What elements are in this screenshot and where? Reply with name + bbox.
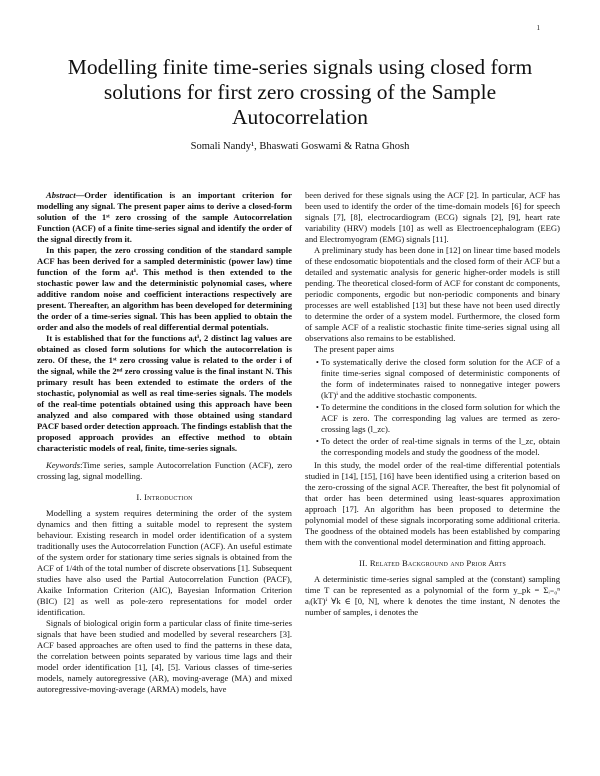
section-heading-introduction: I. Introduction [136,492,193,502]
right-column [305,190,560,618]
abstract-paragraph-3: It is established that for the functions aᵢtⁱ, 2 distinct lag values are obtained as closed form solutions for which the autocorrelation is zero. Of these, the 1ˢᵗ zero crossing value is related to the order i of the signal, while the 2ⁿᵈ zero crossing value is the final instant N. This primary result has been extended to estimate the orders of the stochastic, polynomial as well as real time-series signals. The models of the real-time potentials obtained using this approach have been analyzed and also compared with those obtained using standard PACF based order detection approach. The findings establish that the proposed approach provides an effective method to obtain characteristic models of real, finite, time-series signals. [37,333,292,453]
aims-lead: The present paper aims [314,344,394,354]
intro-paragraph-2: Signals of biological origin form a particular class of finite time-series signals that have been studied and modelled by several researchers [3]. ACF based approaches are often used to find the patterns in these data, the correlation between points separated by various time lags and their model order identification [1], [4], [5]. Various classes of time-series models, namely autoregressive (AR), moving-average (MA) and mixed autoregressive-moving-average (ARMA) models, have [37,618,292,694]
page-number: 1 [536,24,540,32]
aims-list [305,357,560,458]
left-column [37,190,292,695]
intro-paragraph-5: In this study, the model order of the real-time differential potentials studied in [14], [15], [16] have been identified using a criterion based on the zero-crossing of the signal ACF. Thereafter, the best fit polynomial of that order has been determined using least-squares approximation approach [17]. An algorithm has been proposed to determine the polynomial model of these signals incorporating some additional criteria. The goodness of the obtained models has been established by comparing them with the conventional model determination and fitting approach. [305,460,560,547]
aims-list-item: • To detect the order of real-time signals in terms of the l_zc, obtain the corresponding models and study the goodness of the model. [321,436,560,458]
section-heading-related: II. Related Background and Prior Arts [359,558,506,568]
abstract-label: Abstract [46,190,76,200]
intro-paragraph-1: Modelling a system requires determining the order of the system dynamics and then fitting a suitable model to represent the system behaviour. Existing research in model order identification of a system traditionally uses the Autocorrelation Function (ACF). An useful estimate of the system order for stationary time series signals is obtained from the ACF of 1/4th of the total number of discrete observations [1]. Subsequent studies have also used the Partial Autocorrelation Function (PACF), Akaike Information Criterion (AIC), Bayesian Information Criterion (BIC) [2] as well as pole-zero representations for model order identification. [37,508,292,617]
paper-title: Modelling finite time-series signals using closed form solutions for first zero crossing of the Sample Autocorrelation [67,55,533,129]
intro-paragraph-3: been derived for these signals using the ACF [2]. In particular, ACF has been used to identify the order of the time-domain models [6] for speech signals [7], [8], electrocardiogram (ECG) signals [2], [9], heart rate variability (HRV) models [10] as well as Electroencephalogram (EEG) and Electromyogram (EMG) signals [11]. [305,190,560,244]
intro-paragraph-4: A preliminary study has been done in [12] on linear time based models of these endosomatic biopotentials and the closed form of their ACF but a detailed and systematic analysis for generic higher-order models is still pending. The theoretical closed-form of ACF for constant dc components, periodic components, ergodic but non-periodic components and binary processes are well established [13] but these have not been used directly to determine the order of a system model. Furthermore, the closed form of sample ACF of a realistic stochastic finite time-series signal using all observations also remains to be established. [305,245,560,343]
abstract-paragraph [37,190,292,245]
related-paragraph-1: A deterministic time-series signal sampled at the (constant) sampling time T can be represented as a polynomial of the form y_pk = Σᵢ₌₀ⁿ aᵢ(kT)ⁱ ∀k ∈ [0, N], where k denotes the time instant, N denotes the number of samples, i denotes the [305,574,560,617]
aims-list-item: • To systematically derive the closed form solution for the ACF of a finite time-series signal composed of deterministic components of the form of indeterminates raised to nonnegative integer powers (kT)ⁱ and the additive stochastic components. [321,357,560,401]
author-list: Somali Nandy¹, Bhaswati Goswami & Ratna Ghosh [190,141,410,152]
keywords [37,460,292,482]
abstract-text: —Order identification is an important criterion for modelling any signal. The present paper aims to derive a closed-form solution of the 1ˢᵗ zero crossing of the sample Autocorrelation Function (ACF) of a finite time-series signal and identify the order of the signal directly from it. [37,190,292,244]
keywords-text: :Time series, sample Autocorrelation Function (ACF), zero crossing lag, signal modelling. [37,460,292,481]
abstract-paragraph-2: In this paper, the zero crossing condition of the standard sample ACF has been derived for a sampled deterministic (power law) time function of the form aᵢtⁱ. This method is then extended to the stochastic power law and the deterministic polynomial cases, where additive random noise and coefficient interactions respectively are present. Thereafter, an algorithm has been developed for determining the order of a time-series signal. This has been applied to obtain the order and also the models of real differential dermal potentials. [37,245,292,332]
keywords-label: Keywords [46,460,81,470]
aims-list-item: • To determine the conditions in the closed form solution for which the ACF is zero. The corresponding lag values are termed as zero-crossing lags (l_zc). [321,402,560,435]
